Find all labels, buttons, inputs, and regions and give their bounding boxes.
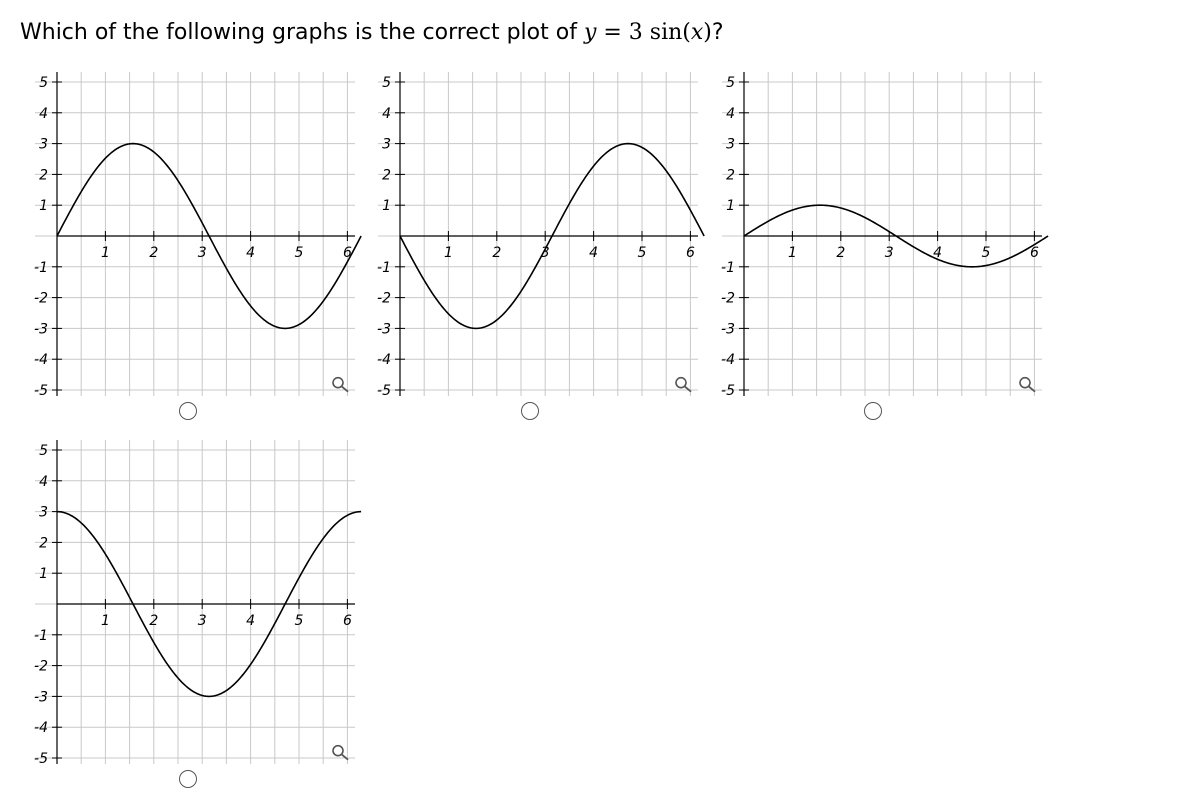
x-tick-label: 3: [540, 245, 550, 261]
y-tick-label: 1: [726, 198, 735, 215]
magnifier-lens: [333, 378, 343, 388]
x-tick-label: 6: [1029, 245, 1039, 261]
y-tick-label: -5: [377, 383, 391, 399]
y-tick-label: -1: [34, 259, 48, 276]
y-tick-label: 2: [382, 167, 391, 184]
y-tick-label: -1: [377, 259, 391, 276]
graph-svg: [368, 72, 698, 412]
y-tick-label: -1: [34, 627, 48, 644]
y-tick-label: 1: [39, 198, 48, 215]
option-3-radio[interactable]: [864, 402, 882, 420]
grid: [35, 440, 355, 764]
grid: [35, 72, 355, 396]
x-tick-label: 4: [246, 245, 256, 261]
y-tick-label: 5: [382, 75, 391, 91]
option-2-graph: [368, 72, 698, 412]
eq-equals: =: [596, 20, 629, 45]
y-tick-label: 5: [39, 75, 48, 91]
eq-fn: sin(: [642, 20, 691, 45]
x-tick-label: 1: [100, 245, 110, 261]
y-tick-label: -4: [34, 352, 48, 369]
y-tick-label: -2: [34, 290, 48, 307]
x-tick-label: 1: [787, 245, 797, 261]
option-4-graph: [25, 440, 355, 780]
x-tick-label: 5: [981, 245, 991, 261]
x-tick-label: 2: [836, 245, 846, 261]
x-tick-label: 6: [342, 613, 352, 629]
x-tick-label: 4: [933, 245, 943, 261]
y-tick-label: 4: [39, 105, 48, 122]
y-tick-label: 5: [726, 75, 735, 91]
y-tick-label: -5: [34, 383, 48, 399]
magnifier-lens: [333, 746, 343, 756]
x-tick-label: 5: [294, 245, 304, 261]
y-tick-label: 3: [39, 504, 48, 521]
x-tick-label: 4: [589, 245, 599, 261]
y-tick-label: 4: [726, 105, 735, 122]
x-tick-label: 5: [637, 245, 647, 261]
y-tick-label: 4: [382, 105, 391, 122]
x-tick-label: 3: [884, 245, 894, 261]
option-2-radio[interactable]: [521, 402, 539, 420]
y-tick-label: -4: [721, 352, 735, 369]
y-tick-label: -2: [34, 658, 48, 675]
question-equation: [584, 20, 712, 45]
graph-svg: [25, 72, 355, 412]
y-tick-label: 3: [39, 136, 48, 153]
question-suffix: ?: [711, 20, 724, 45]
x-tick-label: 2: [492, 245, 502, 261]
y-tick-label: 2: [39, 167, 48, 184]
y-tick-label: 2: [39, 535, 48, 552]
x-tick-label: 4: [246, 613, 256, 629]
x-tick-label: 2: [149, 613, 159, 629]
y-tick-label: 2: [726, 167, 735, 184]
x-tick-label: 3: [197, 245, 207, 261]
x-tick-label: 6: [342, 245, 352, 261]
question-prefix: Which of the following graphs is the correct plot of: [20, 20, 584, 45]
y-tick-label: -3: [721, 321, 735, 338]
x-tick-label: 2: [149, 245, 159, 261]
y-tick-label: -3: [377, 321, 391, 338]
x-tick-label: 1: [443, 245, 453, 261]
y-tick-label: 5: [39, 443, 48, 459]
y-tick-label: -2: [721, 290, 735, 307]
y-tick-label: -1: [721, 259, 735, 276]
y-tick-label: 1: [39, 566, 48, 583]
grid: [722, 72, 1042, 396]
option-1-radio[interactable]: [179, 402, 197, 420]
option-4-radio[interactable]: [179, 770, 197, 788]
option-1-graph: [25, 72, 355, 412]
option-3-graph: [712, 72, 1042, 412]
x-tick-label: 5: [294, 613, 304, 629]
x-tick-label: 6: [685, 245, 695, 261]
y-tick-label: 1: [382, 198, 391, 215]
graph-svg: [25, 440, 355, 780]
x-tick-label: 1: [100, 613, 110, 629]
y-tick-label: -3: [34, 321, 48, 338]
y-tick-label: -4: [377, 352, 391, 369]
magnifier-lens: [676, 378, 686, 388]
eq-close: ): [703, 20, 712, 45]
y-tick-label: -2: [377, 290, 391, 307]
question-text: [20, 20, 724, 45]
y-tick-label: -4: [34, 720, 48, 737]
y-tick-label: -5: [721, 383, 735, 399]
grid: [378, 72, 698, 396]
y-tick-label: -5: [34, 751, 48, 767]
x-tick-label: 3: [197, 613, 207, 629]
y-tick-label: 3: [726, 136, 735, 153]
eq-coef: 3: [628, 20, 643, 45]
graph-svg: [712, 72, 1042, 412]
y-tick-label: 3: [382, 136, 391, 153]
y-tick-label: -3: [34, 689, 48, 706]
eq-y: y: [583, 20, 597, 45]
magnifier-lens: [1020, 378, 1030, 388]
y-tick-label: 4: [39, 473, 48, 490]
eq-x: x: [690, 20, 704, 45]
